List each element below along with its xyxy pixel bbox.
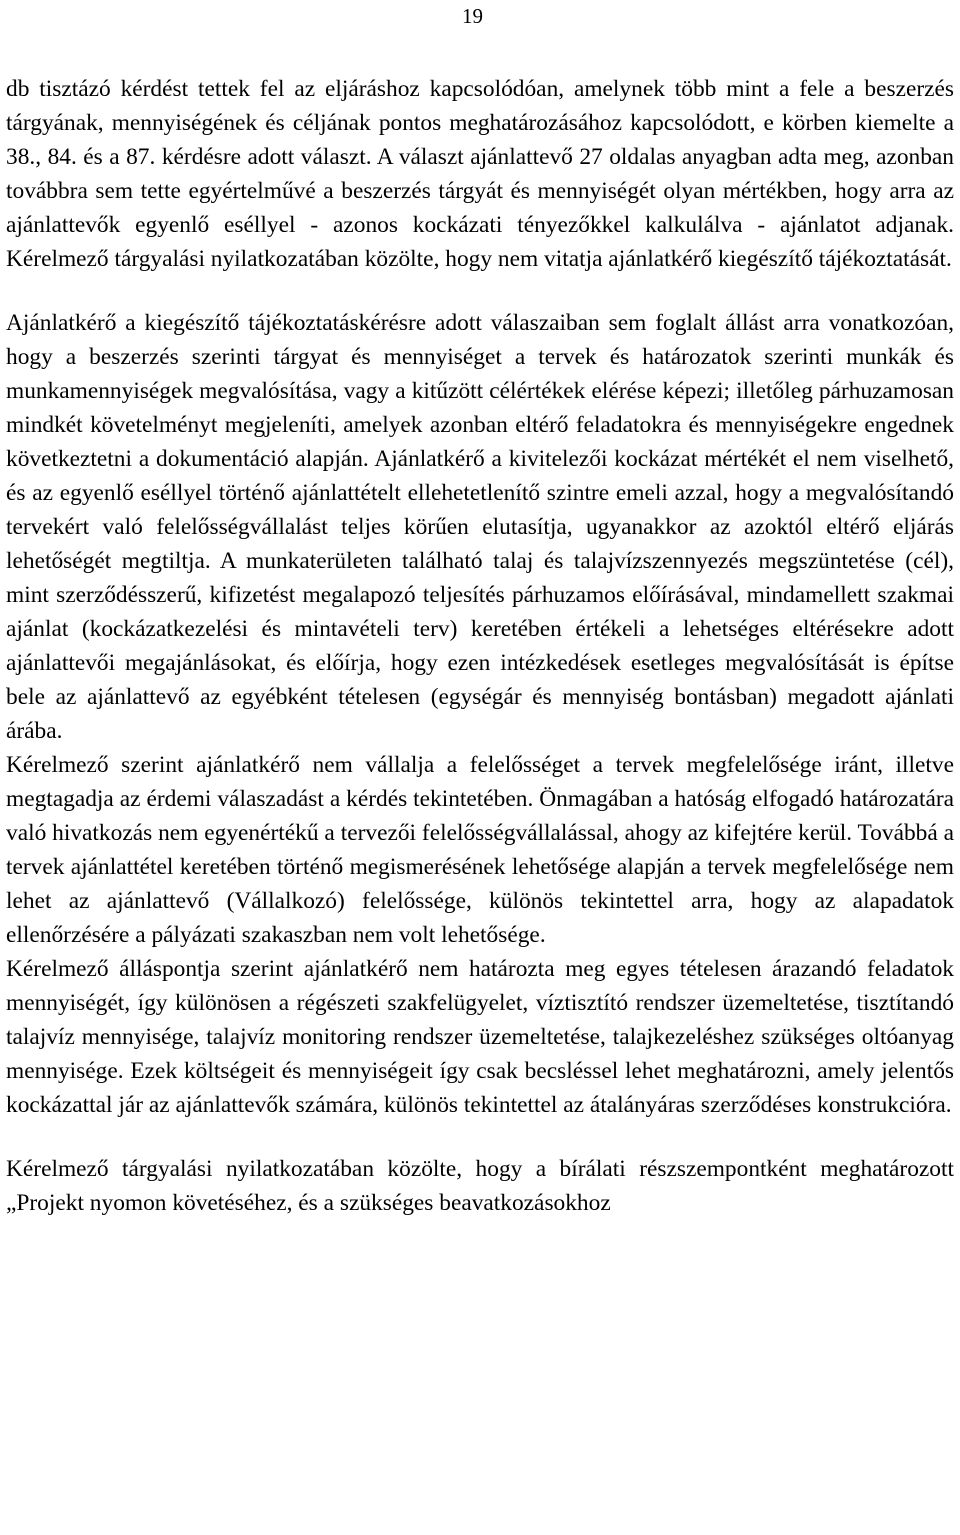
- paragraph-4: Kérelmező álláspontja szerint ajánlatkérő nem határozta meg egyes tételesen árazandó feladatok mennyiségét, így különösen a régészeti szakfelügyelet, víztisztító rendszer üzemeltetése, tisztítandó talajvíz mennyisége, talajvíz monitoring rendszer üzemeltetése, talajkezeléshez szükséges oltóanyag mennyisége. Ezek költségeit és mennyiségeit így csak becsléssel lehet meghatározni, amely jelentős kockázattal jár az ajánlattevők számára, különös tekintettel az átalányáras szerződéses konstrukcióra.: [6, 956, 954, 1118]
- paragraph-3: Kérelmező szerint ajánlatkérő nem vállalja a felelősséget a tervek megfelelősége iránt, illetve megtagadja az érdemi válaszadást a kérdés tekintetében. Önmagában a hatóság elfogadó határozatára való hivatkozás nem egyenértékű a tervezői felelősségvállalással, ahogy az kifejtére kerül. Továbbá a tervek ajánlattétel keretében történő megismerésének lehetősége alapján a tervek megfelelősége nem lehet az ajánlattevő (Vállalkozó) felelőssége, különös tekintettel arra, hogy az alapadatok ellenőrzésére a pályázati szakaszban nem volt lehetősége.: [6, 752, 954, 948]
- document-body: [6, 72, 954, 1220]
- paragraph-5: Kérelmező tárgyalási nyilatkozatában közölte, hogy a bírálati részszempontként meghatározott „Projekt nyomon követéséhez, és a szükséges beavatkozásokhoz: [6, 1156, 954, 1216]
- paragraph-2: Ajánlatkérő a kiegészítő tájékoztatáskérésre adott válaszaiban sem foglalt állást arra vonatkozóan, hogy a beszerzés szerinti tárgyat és mennyiséget a tervek és határozatok szerinti munkák és munkamennyiségek megvalósítása, vagy a kitűzött célértékek elérése képezi; illetőleg párhuzamosan mindkét követelményt megjeleníti, amelyek azonban eltérő feladatokra és mennyiségekre engednek következtetni a dokumentáció alapján. Ajánlatkérő a kivitelezői kockázat mértékét el nem viselhető, és az egyenlő eséllyel történő ajánlattételt ellehetetlenítő szintre emeli azzal, hogy a megvalósítandó tervekért való felelősségvállalást teljes körűen elutasítja, ugyanakkor az azoktól eltérő eljárás lehetőségét megtiltja. A munkaterületen található talaj és talajvízszennyezés megszüntetése (cél), mint szerződésszerű, kifizetést megalapozó teljesítés párhuzamos előírásával, mindamellett szakmai ajánlat (kockázatkezelési és mintavételi terv) keretében értékeli a lehetséges eltérésekre adott ajánlattevői megajánlásokat, és előírja, hogy ezen intézkedések esetleges megvalósítását is építse bele az ajánlattevő az egyébként tételesen (egységár és mennyiség bontásban) megadott ajánlati árába.: [6, 310, 954, 744]
- page-number: 19: [462, 4, 483, 28]
- paragraph-1: db tisztázó kérdést tettek fel az eljáráshoz kapcsolódóan, amelynek több mint a fele a beszerzés tárgyának, mennyiségének és céljának pontos meghatározásához kapcsolódott, e körben kiemelte a 38., 84. és a 87. kérdésre adott választ. A választ ajánlattevő 27 oldalas anyagban adta meg, azonban továbbra sem tette egyértelművé a beszerzés tárgyát és mennyiségét olyan mértékben, hogy arra az ajánlattevők egyenlő eséllyel - azonos kockázati tényezőkkel kalkulálva - ajánlatot adjanak. Kérelmező tárgyalási nyilatkozatában közölte, hogy nem vitatja ajánlatkérő kiegészítő tájékoztatását.: [6, 76, 954, 272]
